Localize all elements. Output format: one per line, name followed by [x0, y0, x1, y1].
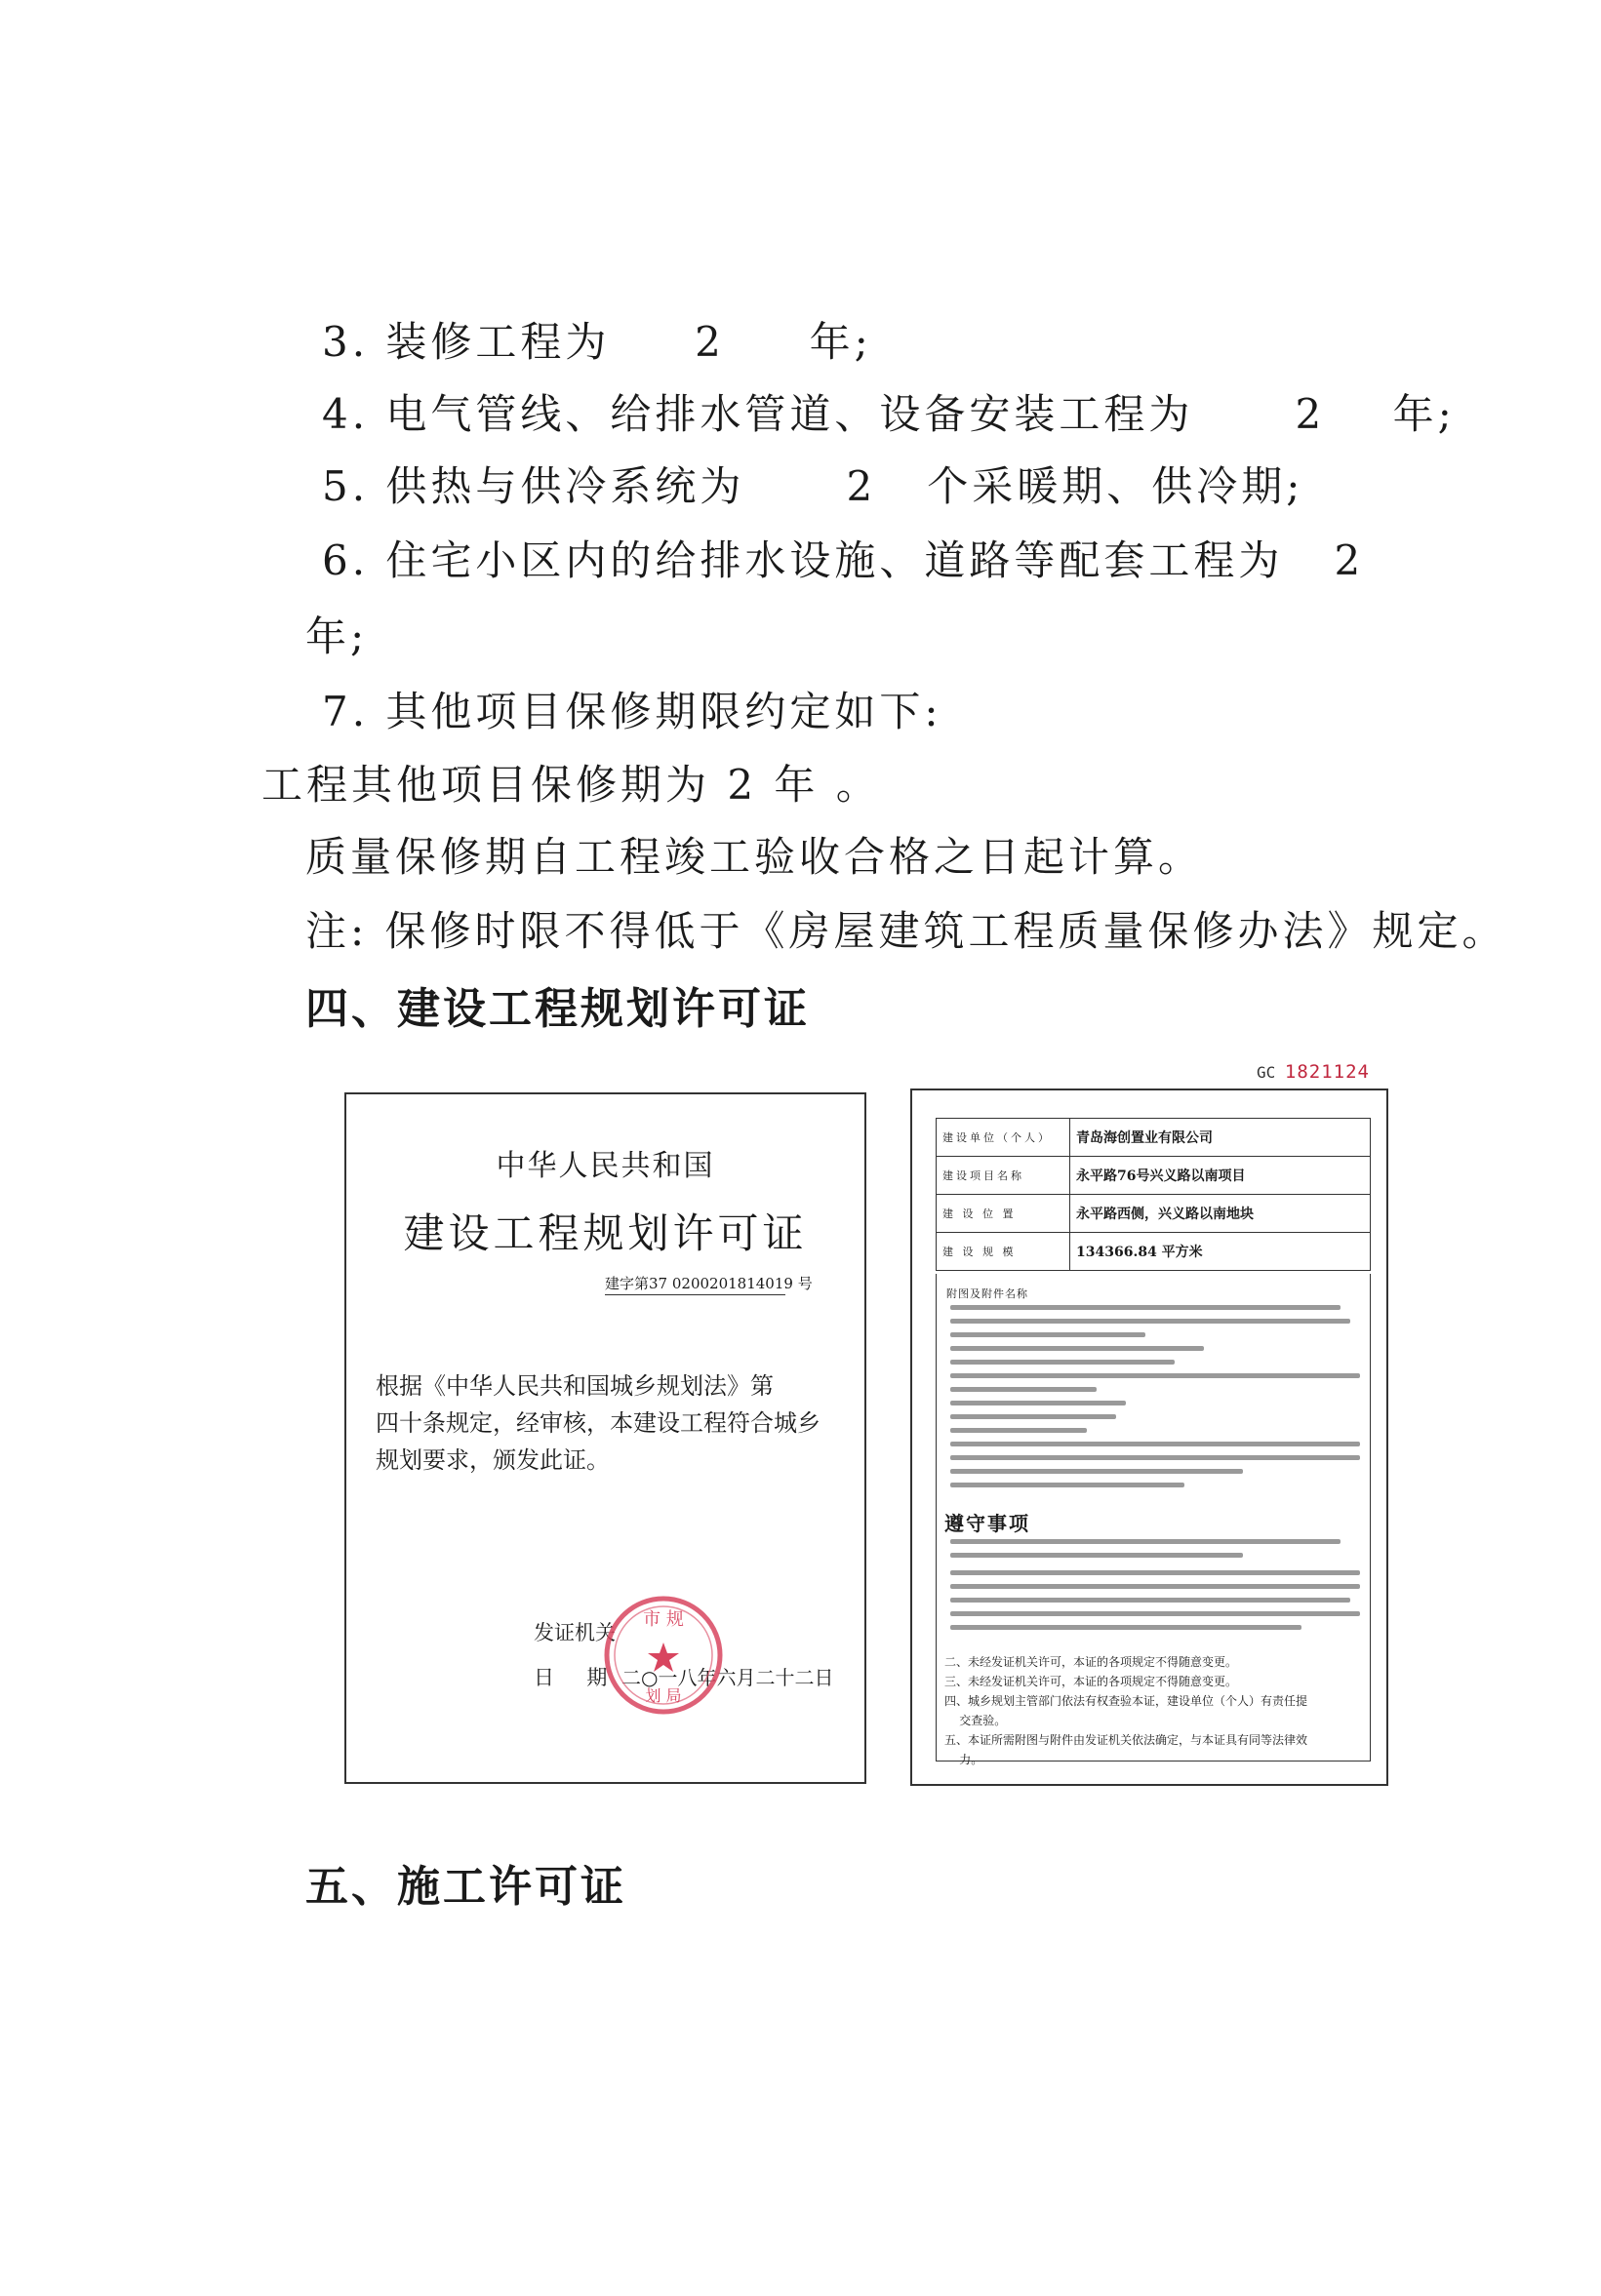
- svg-text:划 局: 划 局: [645, 1686, 682, 1705]
- illegible-text-line: [950, 1373, 1360, 1378]
- official-seal-icon: [600, 1592, 727, 1719]
- planning-permit-details: [910, 1089, 1388, 1786]
- warranty-remark: 注: 保修时限不得低于《房屋建筑工程质量保修办法》规定。: [305, 907, 1507, 955]
- row-value: 永平路西侧，兴义路以南地块: [1070, 1195, 1371, 1233]
- attachments-title: 附图及附件名称: [946, 1287, 1028, 1300]
- svg-text:市 规: 市 规: [643, 1609, 684, 1630]
- serial-prefix: GC: [1257, 1063, 1276, 1082]
- table-row: [937, 1119, 1371, 1157]
- cert-body-line: 四十条规定，经审核，本建设工程符合城乡: [376, 1409, 821, 1437]
- illegible-text-line: [950, 1483, 1184, 1487]
- rule-line: 力。: [944, 1753, 983, 1766]
- illegible-text-line: [950, 1428, 1087, 1433]
- row-label: 建 设 规 模: [937, 1233, 1070, 1271]
- illegible-text-line: [950, 1570, 1360, 1575]
- date-label: 日 期: [534, 1666, 608, 1689]
- cert-country: 中华人民共和国: [496, 1149, 715, 1183]
- serial-number: [1257, 1061, 1370, 1083]
- cert-body-line: 规划要求，颁发此证。: [376, 1446, 610, 1474]
- section-heading-planning-permit: 四、建设工程规划许可证: [305, 984, 810, 1034]
- illegible-text-line: [950, 1360, 1175, 1365]
- rule-line: 四、城乡规划主管部门依法有权查验本证，建设单位（个人）有责任提: [944, 1694, 1308, 1708]
- notice-rules: [944, 1652, 1364, 1769]
- table-row: [937, 1233, 1371, 1271]
- illegible-text-line: [950, 1553, 1243, 1558]
- row-label: 建 设 位 置: [937, 1195, 1070, 1233]
- illegible-text-line: [950, 1442, 1360, 1446]
- serial-value: 1821124: [1284, 1061, 1370, 1083]
- illegible-text-line: [950, 1414, 1116, 1419]
- illegible-text-line: [950, 1469, 1243, 1474]
- warranty-item-7: 7. 其他项目保修期限约定如下:: [322, 688, 942, 735]
- warranty-start-note: 质量保修期自工程竣工验收合格之日起计算。: [305, 833, 1204, 881]
- warranty-item-6: 6. 住宅小区内的给排水设施、道路等配套工程为 2: [322, 536, 1365, 584]
- warranty-item-4: 4. 电气管线、给排水管道、设备安装工程为 2 年;: [322, 390, 1456, 438]
- notice-title: 遵守事项: [944, 1512, 1030, 1535]
- row-value: 青岛海创置业有限公司: [1070, 1119, 1371, 1157]
- cert-body: [376, 1367, 834, 1479]
- warranty-item-3: 3. 装修工程为 2 年;: [322, 318, 872, 366]
- other-items-period: 工程其他项目保修期为 2 年 。: [261, 761, 881, 809]
- illegible-text-line: [950, 1387, 1097, 1392]
- row-value: 134366.84 平方米: [1070, 1233, 1371, 1271]
- section-heading-construction-permit: 五、施工许可证: [305, 1862, 626, 1912]
- cert-number-underline: [605, 1294, 785, 1295]
- illegible-text-line: [950, 1598, 1350, 1603]
- rule-line: 三、未经发证机关许可，本证的各项规定不得随意变更。: [944, 1675, 1238, 1688]
- attachments-area: [936, 1274, 1371, 1766]
- illegible-text-line: [950, 1305, 1341, 1310]
- illegible-text-line: [950, 1611, 1360, 1616]
- illegible-text-line: [950, 1625, 1301, 1630]
- illegible-text-line: [950, 1455, 1360, 1460]
- cert-title: 建设工程规划许可证: [403, 1209, 808, 1257]
- illegible-text-line: [950, 1539, 1341, 1544]
- illegible-text-line: [950, 1584, 1360, 1589]
- planning-permit-cover: [344, 1092, 866, 1784]
- cert-number: 建字第37 0200201814019 号: [605, 1275, 813, 1292]
- rule-line: 五、本证所需附图与附件由发证机关依法确定，与本证具有同等法律效: [944, 1733, 1308, 1747]
- rule-line: 交查验。: [944, 1714, 1007, 1727]
- table-row: [937, 1157, 1371, 1195]
- issuer-label: 发证机关: [534, 1621, 616, 1644]
- illegible-text-line: [950, 1332, 1145, 1337]
- warranty-item-5: 5. 供热与供冷系统为 2 个采暖期、供冷期;: [322, 462, 1304, 510]
- issue-date: 二○一八年六月二十二日: [621, 1666, 834, 1689]
- illegible-text-line: [950, 1319, 1350, 1324]
- table-row: [937, 1195, 1371, 1233]
- cert-body-line: 根据《中华人民共和国城乡规划法》第: [376, 1372, 774, 1400]
- illegible-text-line: [950, 1401, 1126, 1405]
- row-label: 建设单位（个人）: [937, 1119, 1070, 1157]
- rule-line: 二、未经发证机关许可，本证的各项规定不得随意变更。: [944, 1655, 1238, 1669]
- illegible-text-line: [950, 1346, 1204, 1351]
- row-label: 建设项目名称: [937, 1157, 1070, 1195]
- project-info-table: [936, 1118, 1371, 1271]
- row-value: 永平路76号兴义路以南项目: [1070, 1157, 1371, 1195]
- warranty-item-6-cont: 年;: [305, 613, 369, 660]
